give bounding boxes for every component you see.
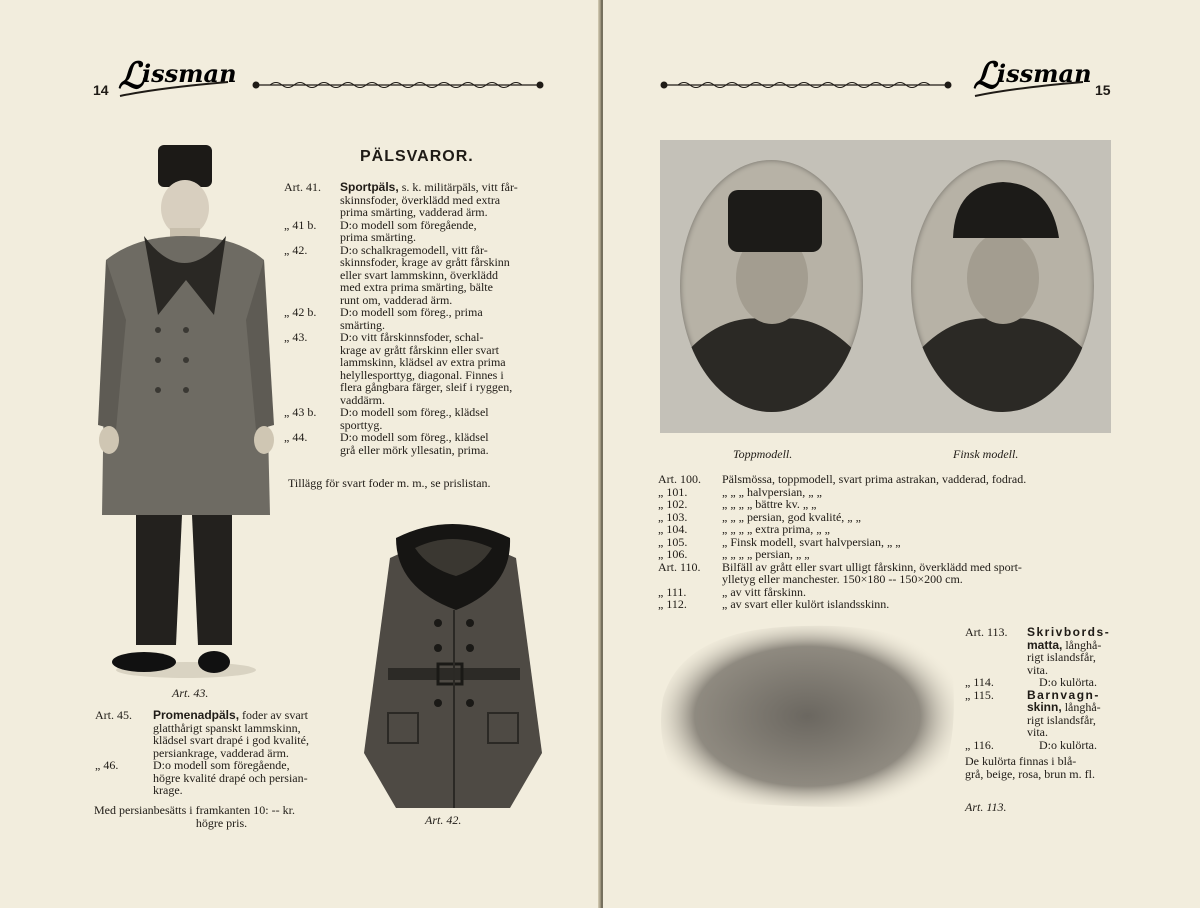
article-number: „ 112.: [658, 597, 687, 611]
entry-line: [284, 331, 548, 344]
article-number: „ 104.: [658, 522, 688, 536]
entry-line: [284, 431, 548, 444]
row-description: Pälsmössa, toppmodell, svart prima astrakan, vadderad, fodrad.: [722, 472, 1027, 486]
lissman-logo-mark: [973, 52, 1093, 106]
man-in-coat-illustration: [96, 140, 276, 680]
entry-line-text: krage.: [153, 783, 183, 797]
caption-art-43: Art. 43.: [172, 686, 209, 700]
article-number: „ 106.: [658, 547, 688, 561]
row-description: „ „ „ „ persian, „ „: [722, 547, 810, 561]
ornament-rule: [658, 80, 954, 90]
entry-line-text: skinnsfoder, krage av grått fårskinn: [340, 255, 510, 269]
table-row: [658, 523, 1128, 536]
row-description: „ av vitt fårskinn.: [722, 584, 806, 599]
entry-line: [95, 772, 353, 785]
entry-line-text: skinnsfoder, överklädd med extra: [340, 192, 501, 207]
side-entries-block: [965, 626, 1120, 751]
entry-line: [95, 784, 353, 797]
caption-finsk-modell: Finsk modell.: [953, 447, 1019, 461]
row-description: „ „ „ „ extra prima, „ „: [722, 522, 830, 536]
entry-line: [284, 444, 548, 457]
entry-line-text: s. k. militärpäls, vitt får-: [401, 180, 518, 194]
side-entry-line: [965, 739, 1120, 752]
pelt-rug-art-113-image: [653, 618, 959, 808]
article-number: „ 116.: [965, 737, 994, 752]
article-number: „ 44.: [284, 430, 308, 444]
svg-text:ℒ: ℒ: [973, 55, 999, 97]
article-number: Art. 100.: [658, 472, 701, 486]
entry-line-text: långhå-: [1065, 637, 1102, 652]
lissman-logo: [118, 52, 238, 114]
entry-line-text: D:o kulörta.: [1039, 737, 1097, 752]
entry-line-text: runt om, vadderad ärm.: [340, 292, 453, 307]
row-description: „ „ „ persian, god kvalité, „ „: [722, 509, 861, 524]
hat-photo-plate: [660, 140, 1111, 433]
entry-line: [95, 709, 353, 722]
portrait-finsk-modell: [911, 160, 1094, 412]
entry-line-text: D:o modell som föregående,: [340, 217, 477, 232]
entry-line-text: krage av grått fårskinn eller svart: [340, 342, 499, 357]
table-row: [658, 498, 1128, 511]
svg-text:issman: issman: [142, 59, 237, 88]
entry-line-text: vita.: [1027, 725, 1048, 739]
article-number: Art. 110.: [658, 559, 701, 574]
entry-line-text: D:o modell som föregående,: [153, 758, 290, 772]
entry-line-text: långhå-: [1064, 700, 1101, 714]
row-description: „ „ „ „ bättre kv. „ „: [722, 497, 817, 511]
entry-line: [284, 181, 548, 194]
article-number: „ 43 b.: [284, 405, 317, 419]
entry-line-text: D:o schalkragemodell, vitt får-: [340, 242, 488, 257]
colors-note: [965, 755, 1120, 780]
price-table: [658, 473, 1128, 611]
article-number: „ 46.: [95, 758, 119, 772]
caption-art-113: Art. 113.: [965, 800, 1007, 814]
entry-line-text: helyllesporttyg, diagonal. Finnes i: [340, 367, 504, 382]
article-number: „ 103.: [658, 509, 688, 524]
product-name: skinn,: [1027, 700, 1062, 714]
entry-line-text: prima smärting.: [340, 230, 416, 244]
ornament-rule: [250, 80, 546, 90]
article-number: „ 115.: [965, 687, 994, 702]
entry-line-text: klädsel svart drapé i god kvalité,: [153, 733, 309, 747]
entry-text: [340, 306, 483, 319]
article-number: „ 105.: [658, 534, 688, 549]
article-number: „ 102.: [658, 497, 688, 511]
right-page: [603, 0, 1200, 908]
coat-art-42-illustration: [360, 518, 546, 808]
product-name: Barnvagn-: [1027, 687, 1100, 702]
entry-line-text: D:o kulörta.: [1039, 675, 1097, 689]
lissman-logo: [973, 52, 1093, 114]
entry-text: [340, 181, 518, 194]
entry-line-text: D:o modell som föreg., klädsel: [340, 430, 489, 444]
entry-line: [284, 406, 548, 419]
man-portrait-finsk: [911, 160, 1094, 412]
entry-line: [284, 281, 548, 294]
table-row: [658, 573, 1128, 586]
entry-line-text: prima smärting, vadderad ärm.: [340, 205, 488, 219]
entry-line: [284, 219, 548, 232]
entries-block: [284, 181, 548, 456]
product-name: Promenadpäls,: [153, 708, 240, 722]
table-row: [658, 548, 1128, 561]
entry-line: [95, 734, 353, 747]
lissman-logo-mark: [118, 52, 238, 106]
svg-text:issman: issman: [997, 59, 1092, 88]
article-number: „ 42 b.: [284, 305, 317, 319]
entry-line-text: foder av svart: [242, 708, 309, 722]
table-row: [658, 598, 1128, 611]
entry-line-text: högre kvalité drapé och persian-: [153, 770, 308, 785]
row-description: „ av svart eller kulört islandsskinn.: [722, 597, 890, 611]
page-number: 14: [93, 82, 109, 98]
article-number: „ 101.: [658, 484, 688, 499]
entry-line-text: D:o modell som föreg., klädsel: [340, 405, 489, 419]
row-description: „ Finsk modell, svart halvpersian, „ „: [722, 534, 901, 549]
article-number: „ 43.: [284, 330, 308, 344]
entry-line: [284, 381, 548, 394]
section-heading: PÄLSVAROR.: [360, 148, 474, 165]
entry-text: [340, 431, 489, 444]
lower-entries-block: [95, 709, 353, 797]
article-number: „ 111.: [658, 584, 687, 599]
entry-line-text: grå eller mörk yllesatin, prima.: [340, 442, 489, 457]
entry-line-text: flera gångbara färger, sleif i ryggen,: [340, 380, 513, 394]
persian-note: [94, 804, 349, 829]
entry-line-text: lammskinn, klädsel av extra prima: [340, 355, 506, 369]
article-number: Art. 45.: [95, 708, 132, 722]
entry-text: [340, 331, 483, 344]
product-name: matta,: [1027, 637, 1063, 652]
entry-text: [153, 709, 308, 722]
product-name: Sportpäls,: [340, 180, 399, 194]
article-number: „ 41 b.: [284, 217, 317, 232]
table-row: [658, 473, 1128, 486]
svg-text:ℒ: ℒ: [118, 55, 144, 97]
caption-art-42: Art. 42.: [425, 813, 462, 827]
note-line: Med persianbesätts i framkanten 10: -- kr.: [94, 803, 295, 817]
supplement-note: Tillägg för svart foder m. m., se prislistan.: [288, 476, 491, 490]
caption-toppmodell: Toppmodell.: [733, 447, 793, 461]
entry-line-text: vita.: [1027, 662, 1048, 677]
note-line: De kulörta finnas i blå-: [965, 754, 1077, 768]
article-number: „ 114.: [965, 675, 994, 689]
note-line: högre pris.: [195, 815, 248, 830]
row-description: „ „ „ halvpersian, „ „: [722, 484, 822, 499]
entry-line: [284, 256, 548, 269]
entry-line: [95, 759, 353, 772]
product-name: Skrivbords-: [1027, 625, 1111, 639]
entry-line-text: D:o vitt fårskinnsfoder, schal-: [340, 330, 484, 344]
entry-text: [153, 759, 290, 772]
article-number: Art. 113.: [965, 625, 1008, 639]
row-description: Bilfäll av grått eller svart ulligt fårskinn, överklädd med sport-: [722, 559, 1022, 574]
article-number: „ 42.: [284, 242, 308, 257]
entry-line-text: D:o modell som föreg., prima: [340, 305, 483, 319]
note-line: grå, beige, rosa, brun m. fl.: [965, 766, 1095, 781]
entry-line: [284, 356, 548, 369]
entry-line-text: sporttyg.: [340, 417, 383, 432]
article-number: Art. 41.: [284, 180, 321, 194]
entry-line-text: vaddärm.: [340, 392, 385, 407]
entry-line-text: rigt islandsfår,: [1027, 712, 1096, 727]
entry-line-text: rigt islandsfår,: [1027, 650, 1096, 664]
row-description: ylletyg eller manchester. 150×180 -- 150×200 cm.: [722, 572, 963, 586]
entry-line-text: med extra prima smärting, bälte: [340, 280, 493, 294]
portrait-toppmodell: [680, 160, 863, 412]
entry-line-text: eller svart lammskinn, överklädd: [340, 267, 498, 282]
entry-text: [1039, 739, 1097, 752]
page-number: 15: [1095, 82, 1111, 98]
entry-line-text: persiankrage, vadderad ärm.: [153, 745, 289, 760]
man-portrait-toppmodell: [680, 160, 863, 412]
entry-line: [284, 306, 548, 319]
entry-line-text: glatthårigt spanskt lammskinn,: [153, 720, 301, 735]
entry-line-text: smärting.: [340, 317, 385, 332]
entry-text: [340, 406, 489, 419]
